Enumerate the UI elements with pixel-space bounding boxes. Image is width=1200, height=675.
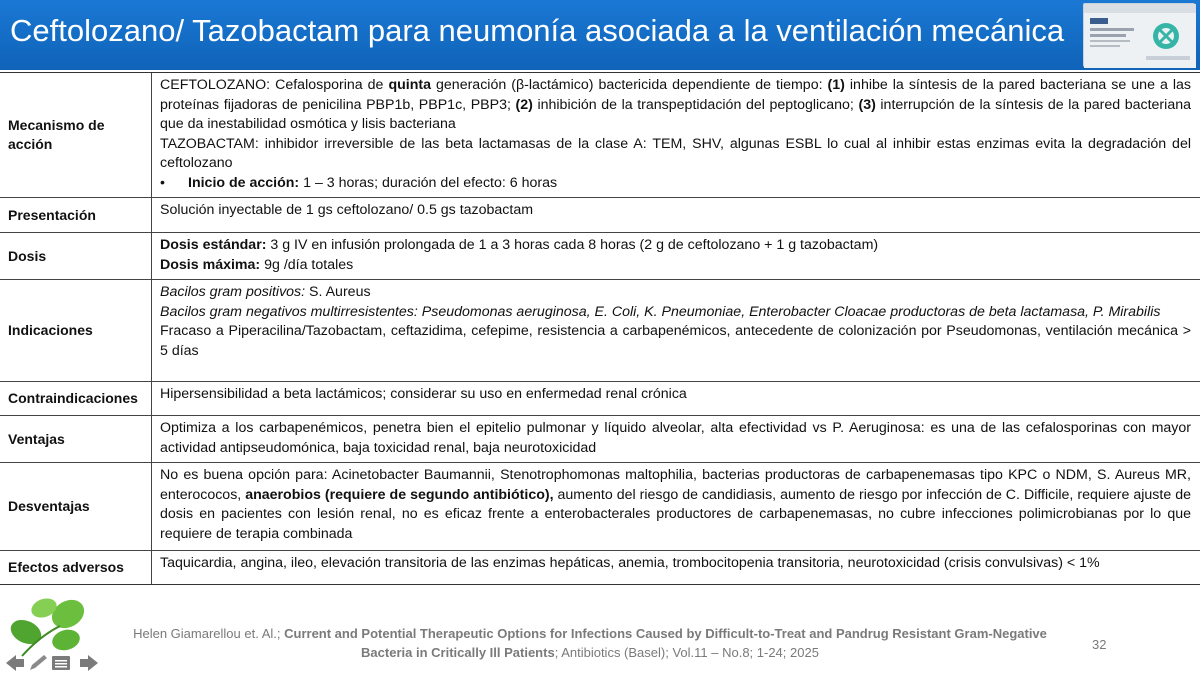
row-label: Dosis — [0, 233, 152, 279]
page-number: 32 — [1092, 637, 1107, 652]
prev-arrow-icon[interactable] — [6, 655, 24, 671]
title-bar — [0, 0, 1200, 70]
table-row-indicaciones — [0, 279, 1200, 381]
bullet-item: • Inicio de acción: 1 – 3 horas; duración del efecto: 6 horas — [160, 174, 558, 191]
pen-icon[interactable] — [30, 655, 47, 670]
slide-title: Ceftolozano/ Tazobactam para neumonía asociada a la ventilación mecánica — [10, 13, 1065, 48]
nav-toolbar — [4, 654, 100, 672]
row-content: Solución inyectable de 1 gs ceftolozano/ 0.5 gs tazobactam — [160, 202, 534, 218]
product-box-image — [1083, 3, 1195, 67]
row-label: Indicaciones — [0, 280, 152, 381]
table-row-contraindicaciones — [0, 381, 1200, 415]
reference-citation: Helen Giamarellou et. Al.; Current and Potential Therapeutic Options for Infections Caused by Difficult-to-Treat and Pandrug Resistant Gram-Negative Bacteria in Critically Ill Patients; Antibiotics (Basel); Vol.11 – No.8; 1-24; 2025 — [133, 626, 1047, 660]
table-row-desventajas — [0, 462, 1200, 550]
row-content: Optimiza a los carbapenémicos, penetra bien el epitelio pulmonar y líquido alveolar, alta efectividad vs P. Aeruginosa: es una de las cefalosporinas con mayor actividad antipseudomónica, baja toxicidad renal, baja neurotoxicidad — [160, 420, 1191, 456]
tazobactam-text: TAZOBACTAM: inhibidor irreversible de las beta lactamasas de la clase A: TEM, SHV, algunas ESBL lo cual al inhibir estas enzimas evita la degradación del ceftolozano — [160, 135, 1191, 171]
table-row-mecanismo — [0, 73, 1200, 197]
row-content: Dosis estándar: 3 g IV en infusión prolongada de 1 a 3 horas cada 8 horas (2 g de ceftolozano + 1 g tazobactam) Dosis máxima: 9g /día totales — [160, 237, 879, 273]
row-label: Efectos adversos — [0, 551, 152, 584]
next-arrow-icon[interactable] — [80, 655, 98, 671]
menu-icon[interactable] — [52, 656, 70, 670]
row-content: Bacilos gram positivos: S. Aureus Bacilos gram negativos multirresistentes: Pseudomonas aeruginosa, E. Coli, K. Pneumoniae, Enterobacter Cloacae productoras de beta lactamasa, P. Mirabilis Fracaso a Piperacilina/Tazobactam, ceftazidima, cefepime, resistencia a carbapenémicos, antecedente de colonización por Pseudomonas, ventilación mecánica > 5 días — [160, 284, 1191, 359]
row-content: Hipersensibilidad a beta lactámicos; considerar su uso en enfermedad renal crónica — [160, 386, 687, 402]
row-label: Contraindicaciones — [0, 382, 152, 415]
row-label: Mecanismo de acción — [0, 73, 152, 197]
drug-info-table — [0, 72, 1200, 585]
row-content: CEFTOLOZANO: Cefalosporina de quinta generación (β-lactámico) bactericida dependiente de tiempo: (1) inhibe la síntesis de la pared bacteriana se une a las proteínas fijadoras de penicilina PBP1b, PBP1c, PBP3; (2) inhibición de la transpeptidación del peptoglicano; (3) interrupción de la síntesis de la pared bacteriana que da inestabilidad osmótica y lisis bacteriana TAZOBACTAM: inhibidor irreversible de las beta lactamasas de la clase A: TEM, SHV, algunas ESBL lo cual al inhibir estas enzimas evita la degradación del ceftolozano • Inicio de acción: 1 – 3 horas; duración del efecto: 6 horas — [152, 73, 1200, 197]
row-label: Desventajas — [0, 463, 152, 550]
table-row-efectos — [0, 550, 1200, 584]
leaf-logo-icon — [7, 596, 89, 656]
row-label: Presentación — [0, 198, 152, 232]
row-content: No es buena opción para: Acinetobacter Baumannii, Stenotrophomonas maltophilia, bacterias productoras de carbapenemasas tipo KPC o NDM, S. Aureus MR, enterococos, anaerobios (requiere de segundo antibiótico), aumento del riesgo de candidiasis, aumento de riesgo por infección de C. Difficile, requiere ajuste de dosis en pacientes con lesión renal, no es eficaz frente a enterobacterales productores de carbapenemasas, no cubre infecciones polimicrobianas por lo que requiere de terapia combinada — [160, 467, 1191, 542]
table-row-ventajas — [0, 415, 1200, 462]
row-label: Ventajas — [0, 416, 152, 462]
table-row-presentacion — [0, 197, 1200, 232]
row-content: Taquicardia, angina, ileo, elevación transitoria de las enzimas hepáticas, anemia, trombocitopenia transitoria, neurotoxicidad (crisis convulsivas) < 1% — [160, 555, 1100, 571]
table-row-dosis — [0, 232, 1200, 279]
